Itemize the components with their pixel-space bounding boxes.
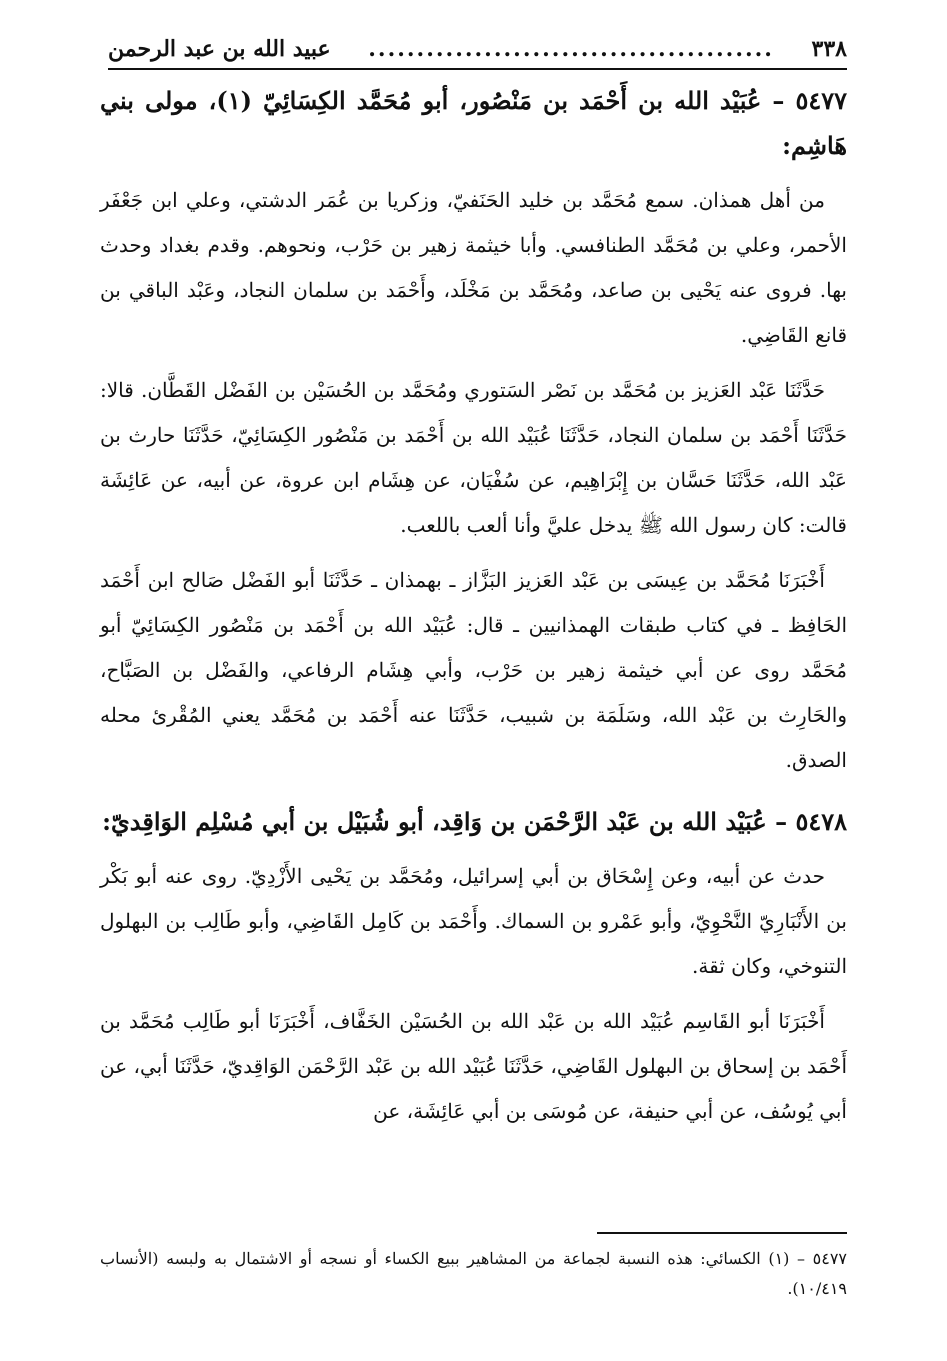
page-body (100, 78, 847, 1134)
entry-5478-paragraph-2: أَخْبَرَنَا أبو القَاسِم عُبَيْد الله بن عَبْد الله بن الحُسَيْن الخَفَّاف، أَخْبَرَنَا أبو طَالِب مُحَمَّد بن أَحْمَد بن إسحاق بن البهلول القَاضِي، حَدَّثَنَا عُبَيْد الله بن عَبْد الرَّحْمَن الوَاقِديّ، حَدَّثَنَا أبي، عن أبي يُوسُف، عن أبي حنيفة، عن مُوسَى بن أبي عَائِشَة، عن (100, 1009, 847, 1123)
entry-title-5478: ٥٤٧٨ – عُبَيْد الله بن عَبْد الرَّحْمَن بن وَاقِد، أبو شُبَيْل بن أبي مُسْلِم الوَاقِديّ: (102, 807, 847, 836)
page-number: ٣٣٨ (811, 36, 847, 62)
header-dots: .......................................... (368, 36, 774, 62)
footnote: ٥٤٧٧ – (١) الكسائي: هذه النسبة لجماعة من المشاهير ببيع الكساء أو نسجه أو الاشتمال به ولبسه (الأنساب ١٠/٤١٩). (100, 1249, 847, 1298)
page-header (108, 30, 847, 70)
entry-title-5477: ٥٤٧٧ – عُبَيْد الله بن أَحْمَد بن مَنْصُور، أبو مُحَمَّد الكِسَائِيّ (١)، مولى بني هَاشِم: (100, 86, 847, 160)
running-title: عبيد الله بن عبد الرحمن (108, 36, 331, 62)
entry-5477-paragraph-3: أَخْبَرَنَا مُحَمَّد بن عِيسَى بن عَبْد العَزيز البَزَّاز ـ بهمذان ـ حَدَّثَنَا أبو الفَضْل صَالح ابن أَحْمَد الحَافِظ ـ في كتاب طبقات الهمذانيين ـ قال: عُبَيْد الله بن أَحْمَد بن مَنْصُور الكِسَائِيّ أبو مُحَمَّد روى عن أبي خيثمة زهير بن حَرْب، وأبي هِشَام الرفاعي، والفَضْل بن الصَبَّاح، والحَارِث بن عَبْد الله، وسَلَمَة بن شبيب، حَدَّثَنَا عنه أَحْمَد بن مُحَمَّد يعني المُقْرئ محله الصدق. (100, 568, 847, 772)
entry-5477-paragraph-2: حَدَّثَنَا عَبْد العَزيز بن مُحَمَّد بن نَصْر السَتوري ومُحَمَّد بن الحُسَيْن بن الفَضْل القَطَّان. قالا: حَدَّثَنَا أَحْمَد بن سلمان النجاد، حَدَّثَنَا عُبَيْد الله بن أَحْمَد بن مَنْصُور الكِسَائِيّ، حَدَّثَنَا حارث بن عَبْد الله، حَدَّثَنَا حَسَّان بن إِبْرَاهِيم، عن سُفْيَان، عن هِشَام ابن عروة، عن أبيه، عن عَائِشَة قالت: كان رسول الله ﷺ يدخل عليَّ وأنا ألعب باللعب. (100, 378, 847, 537)
entry-5478-paragraph-1: حدث عن أبيه، وعن إِسْحَاق بن أبي إسرائيل، ومُحَمَّد بن يَحْيى الأَزْدِيّ. روى عنه أبو بَكْر بن الأَنْبَارِيّ النَّحْوِيّ، وأبو عَمْرو بن السماك. وأَحْمَد بن كَامِل القَاضِي، وأبو طَالِب بن البهلول التنوخي، وكان ثقة. (100, 864, 847, 978)
entry-5477-paragraph-1: من أهل همذان. سمع مُحَمَّد بن خليد الحَنَفيّ، وزكريا بن عُمَر الدشتي، وعلي ابن جَعْفَر الأحمر، وعلي بن مُحَمَّد الطنافسي. وأبا خيثمة زهير بن حَرْب، ونحوهم. وقدم بغداد وحدث بها. فروى عنه يَحْيى بن صاعد، ومُحَمَّد بن مَخْلَد، وأَحْمَد بن سلمان النجاد، وعَبْد الباقي بن قانع القَاضِي. (100, 188, 847, 347)
footnote-divider (597, 1232, 847, 1234)
